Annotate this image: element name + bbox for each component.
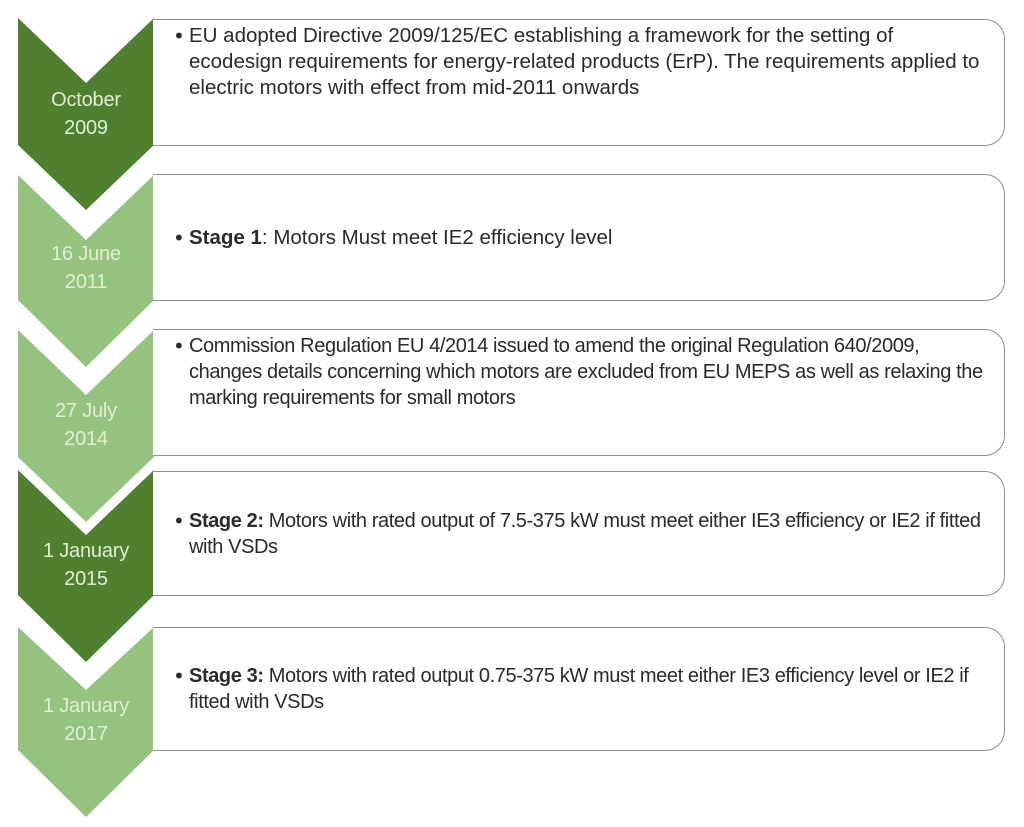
bullet-icon: • bbox=[173, 24, 185, 48]
timeline-event-box bbox=[153, 174, 1005, 301]
date-line-1: 1 January bbox=[42, 695, 130, 717]
date-line-2: 2014 bbox=[64, 428, 108, 450]
event-text: EU adopted Directive 2009/125/EC establishing a framework for the setting of ecodesign requirements for energy-related products (ErP). The requirements applied to electric motors with effect from mid-2011 onwards bbox=[189, 24, 980, 99]
timeline-event-box bbox=[153, 627, 1005, 751]
timeline-event-box bbox=[153, 19, 1005, 146]
timeline-date-june-2011 bbox=[18, 240, 154, 296]
date-line-2: 2011 bbox=[64, 271, 108, 293]
event-description bbox=[189, 225, 612, 251]
stage-label: Stage 2: bbox=[189, 509, 264, 532]
event-text: Motors with rated output of 7.5-375 kW must meet either IE3 efficiency or IE2 if fitted with VSDs bbox=[189, 509, 981, 558]
event-description bbox=[189, 508, 986, 560]
date-line-2: 2015 bbox=[64, 568, 108, 590]
bullet-item bbox=[173, 508, 986, 560]
event-text: Commission Regulation EU 4/2014 issued to amend the original Regulation 640/2009, changes details concerning which motors are excluded from EU MEPS as well as relaxing the marking requirements for small motors bbox=[189, 335, 983, 409]
stage-label: Stage 1 bbox=[189, 225, 262, 249]
timeline-date-january-2017 bbox=[18, 692, 154, 748]
timeline-date-july-2014 bbox=[18, 397, 154, 453]
event-description bbox=[189, 333, 986, 411]
bullet-icon: • bbox=[173, 334, 185, 358]
bullet-item bbox=[173, 333, 986, 411]
date-line-1: 16 June bbox=[51, 243, 121, 265]
event-description bbox=[189, 23, 986, 101]
date-line-1: 27 July bbox=[55, 400, 117, 422]
date-line-1: October bbox=[51, 89, 121, 111]
timeline-event-box bbox=[153, 471, 1005, 596]
bullet-item bbox=[173, 225, 986, 251]
bullet-item bbox=[173, 663, 986, 715]
bullet-icon: • bbox=[173, 508, 185, 533]
bullet-item bbox=[173, 23, 986, 101]
event-text: Motors with rated output 0.75-375 kW must meet either IE3 efficiency level or IE2 if fitted with VSDs bbox=[189, 665, 969, 713]
date-line-1: 1 January bbox=[42, 540, 130, 562]
date-line-2: 2009 bbox=[64, 117, 108, 139]
timeline-date-october-2009 bbox=[18, 86, 154, 142]
timeline-date-january-2015 bbox=[18, 537, 154, 593]
stage-label: Stage 3: bbox=[189, 665, 264, 687]
event-text: : Motors Must meet IE2 efficiency level bbox=[261, 225, 613, 249]
bullet-icon: • bbox=[173, 225, 185, 250]
timeline-event-box bbox=[153, 329, 1005, 456]
event-description bbox=[189, 663, 986, 715]
date-line-2: 2017 bbox=[64, 723, 108, 745]
bullet-icon: • bbox=[173, 664, 185, 688]
